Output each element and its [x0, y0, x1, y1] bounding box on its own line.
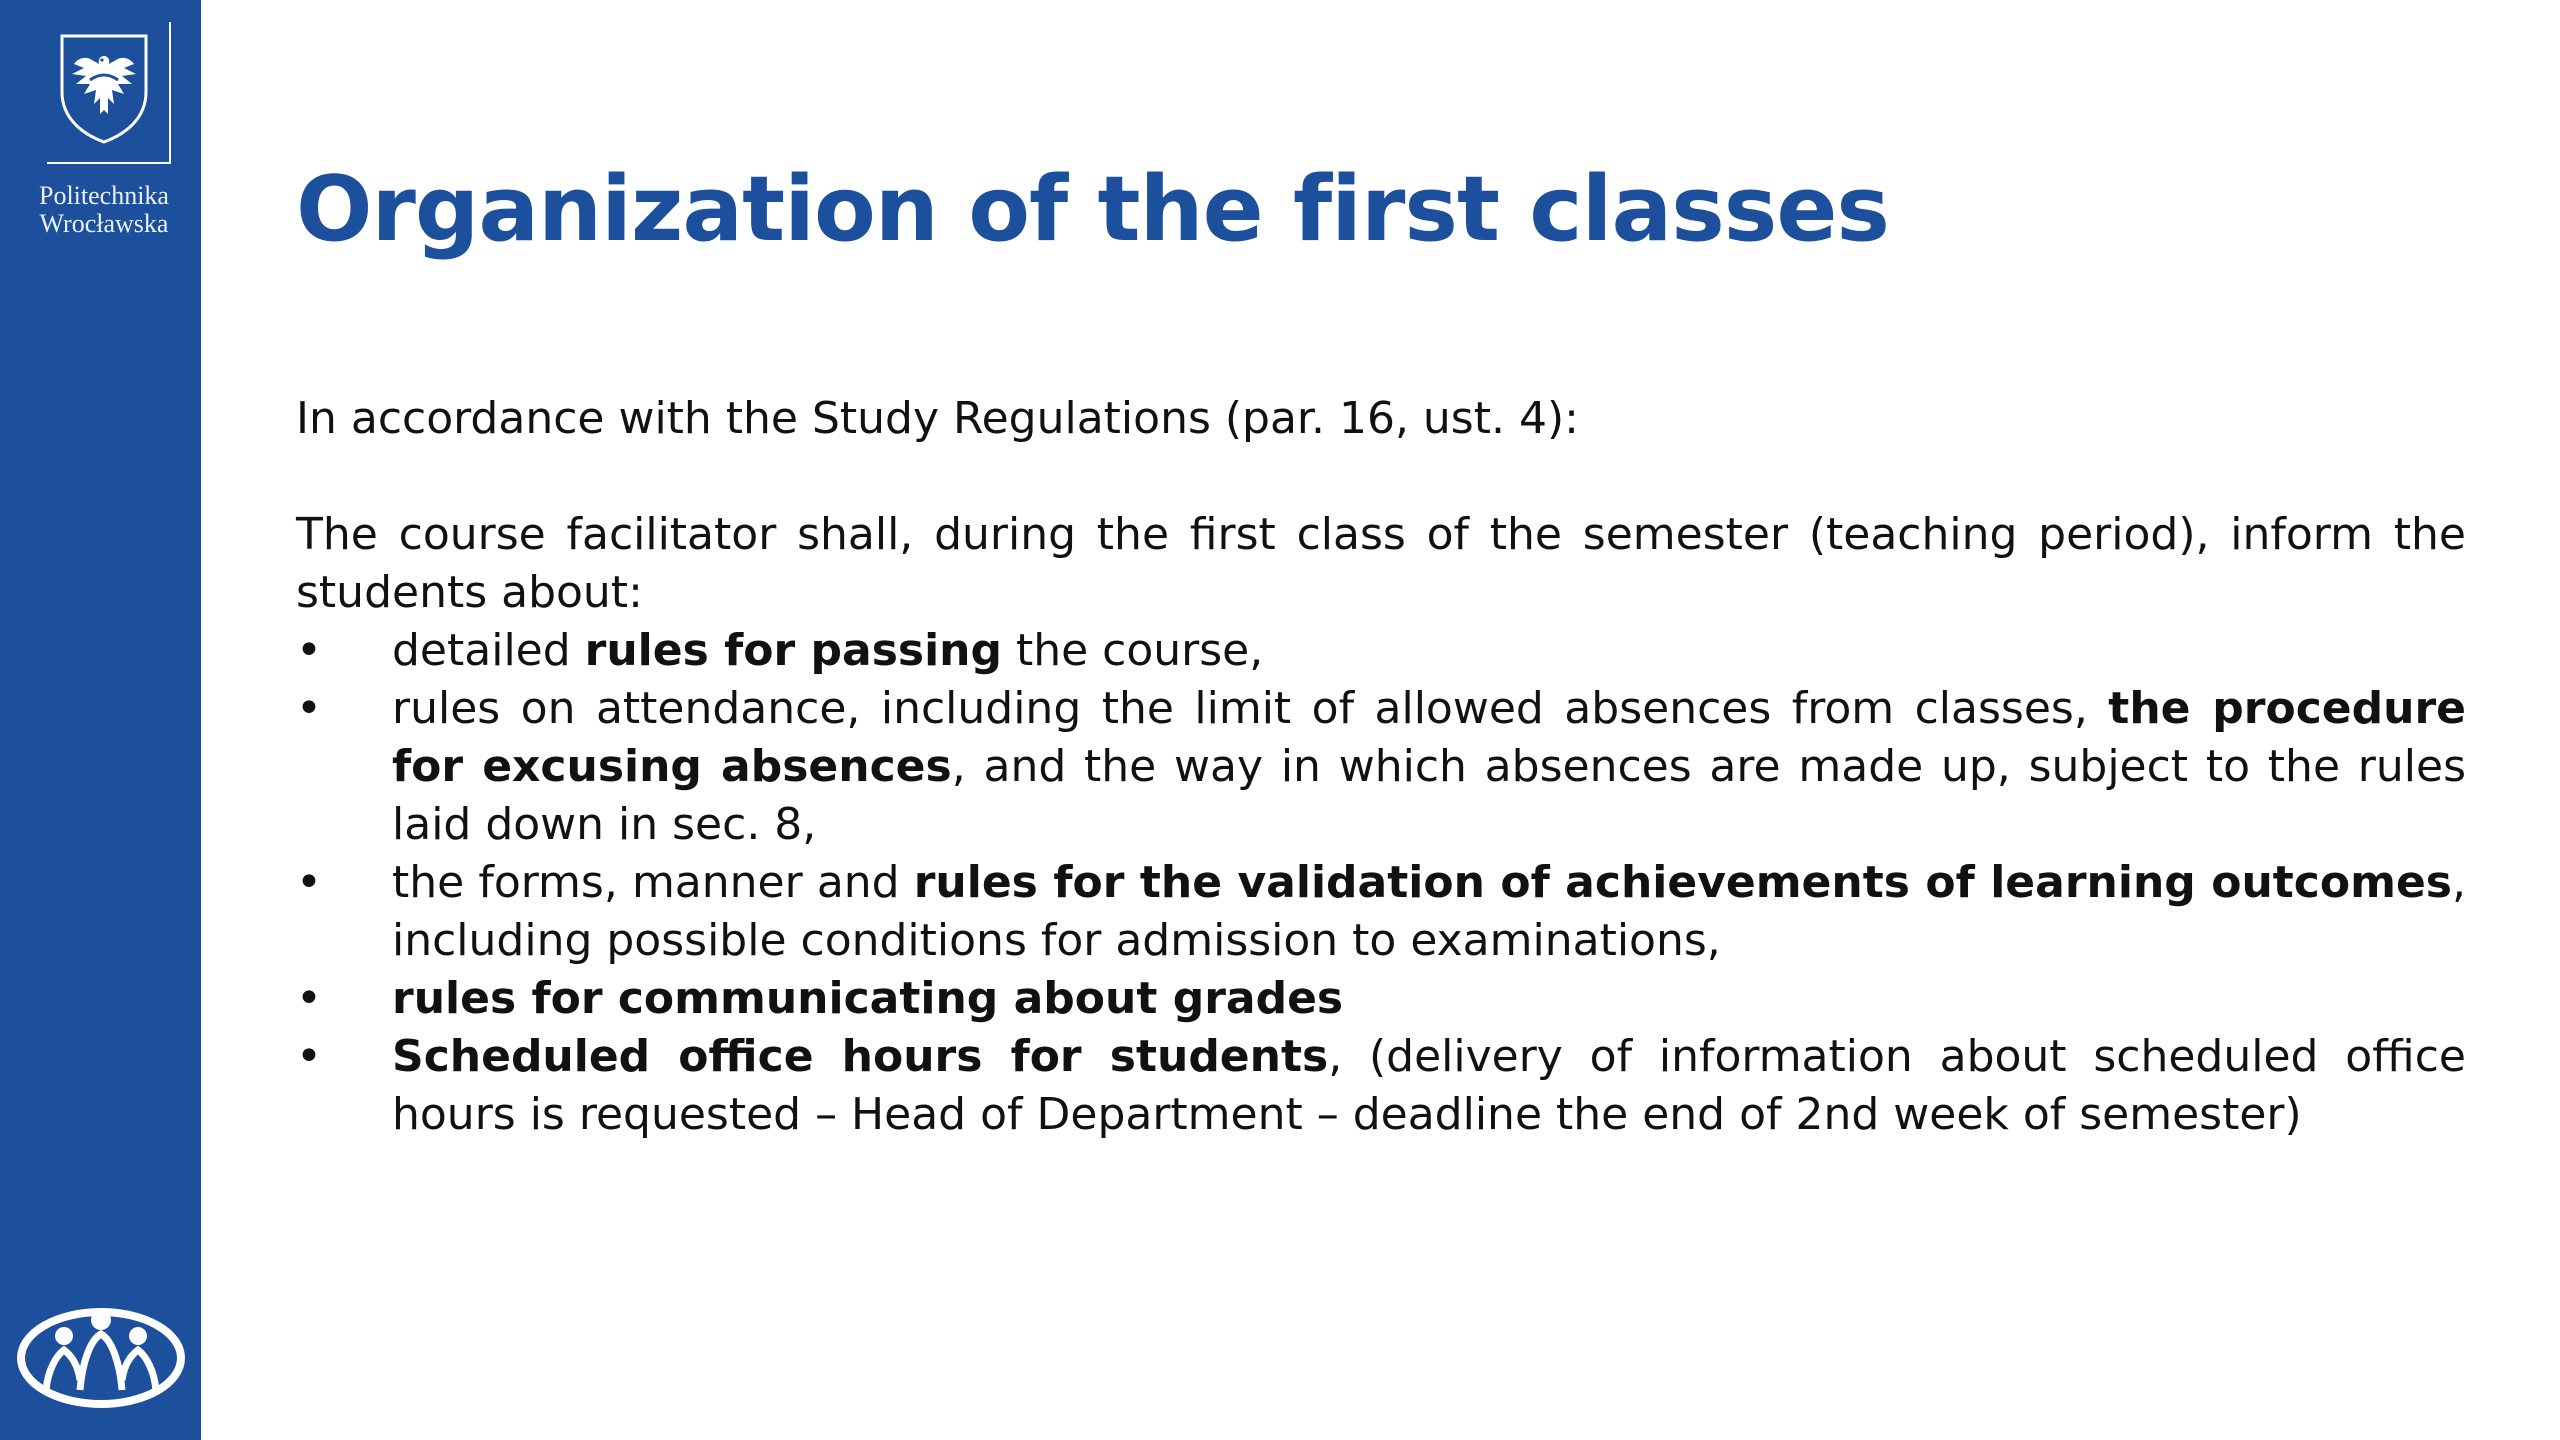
bullet-bold-text: the procedure for excusing absences: [392, 683, 2466, 792]
bullet-text: the course,: [1001, 625, 1264, 676]
slide-title: Organization of the first classes: [296, 157, 1889, 262]
slide-content: [296, 390, 2466, 1144]
logo-line-2: Wrocławska: [39, 209, 169, 238]
bullet-text: , including possible conditions for admission to examinations,: [392, 857, 2466, 966]
bullet-dot: •: [296, 1031, 322, 1082]
bullet-item: [296, 1028, 2466, 1144]
student-group-logo-icon: [16, 1300, 186, 1412]
bullet-bold-text: Scheduled office hours for students: [392, 1031, 1329, 1082]
bullet-bold-text: rules for passing: [584, 625, 1002, 676]
bullet-text: , (delivery of information about scheduled office hours is requested – Head of Department – deadline the end of 2nd week of semester): [392, 1031, 2466, 1140]
bullet-bold-text: rules for communicating about grades: [392, 973, 1344, 1024]
bullet-item: [296, 970, 2466, 1028]
university-logo-text: [18, 182, 190, 238]
bullet-text: the forms, manner and: [392, 857, 914, 908]
sidebar: [0, 0, 201, 1440]
bullet-list: [296, 622, 2466, 1144]
bullet-dot: •: [296, 857, 322, 908]
bullet-bold-text: rules for the validation of achievements of learning outcomes: [913, 857, 2452, 908]
bullet-text: , and the way in which absences are made up, subject to the rules laid down in sec. 8,: [392, 741, 2466, 850]
eagle-crest-icon: [56, 30, 152, 146]
logo-line-1: Politechnika: [39, 181, 169, 210]
bullet-dot: •: [296, 973, 322, 1024]
lead-text: The course facilitator shall, during the first class of the semester (teaching period), inform the students about:: [296, 509, 2466, 618]
bullet-item: [296, 622, 2466, 680]
bullet-dot: •: [296, 683, 322, 734]
bullet-item: [296, 854, 2466, 970]
bullet-item: [296, 680, 2466, 854]
bullet-text: rules on attendance, including the limit of allowed absences from classes,: [392, 683, 2109, 734]
intro-text: In accordance with the Study Regulations (par. 16, ust. 4):: [296, 393, 1579, 444]
bullet-text: detailed: [392, 625, 585, 676]
bullet-dot: •: [296, 625, 322, 676]
